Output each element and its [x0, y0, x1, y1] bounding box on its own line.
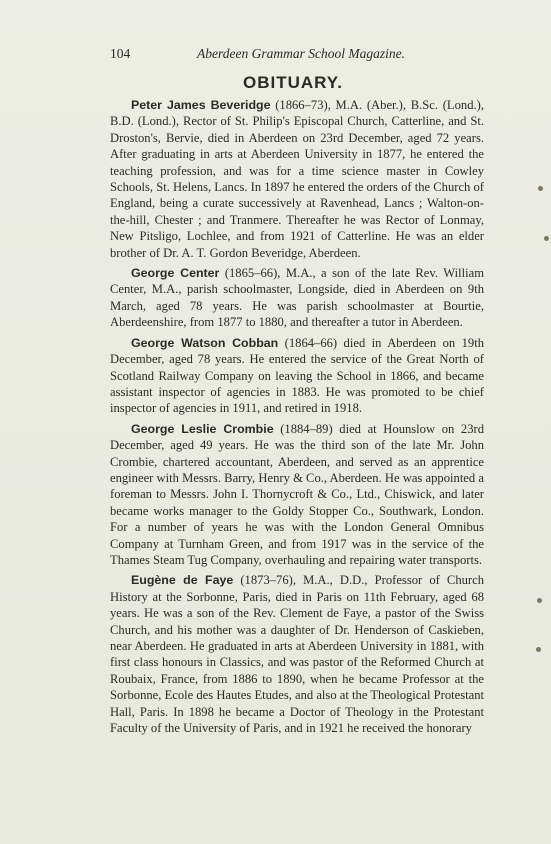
obituary-entry [110, 97, 484, 261]
section-title: OBITUARY. [243, 73, 343, 92]
magazine-title: Aberdeen Grammar School Magazine. [197, 46, 405, 61]
margin-speck [538, 186, 543, 191]
entry-text: (1864–66) died in Aberdeen on 19th December, aged 78 years. He entered the service of the Great North of Scotland Railway Company on leaving the School in 1866, and became assistant inspector of agencies in 1883. He was promoted to be chief inspector of agencies in 1911, and retired in 1918. [110, 335, 484, 416]
entry-name: Peter James Beveridge [131, 98, 271, 112]
entry-text: (1866–73), M.A. (Aber.), B.Sc. (Lond.), B.D. (Lond.), Rector of St. Philip's Episcopal Church, Catterline, and St. Droston's, Bervie, died in Aberdeen on 23rd December, aged 72 years. After graduating in arts at Aberdeen University in 1877, he entered the teaching profession, and was for a time science master in Cowley Schools, St. Helens, Lancs. In 1897 he entered the orders of the Church of England, being a curate successively at Ravenhead, Lancs ; Walton-on-the-hill, Chester ; and Tranmere. Thereafter he was Rector of Lonmay, New Pitsligo, Lochlee, and from 1921 of Catterline. He was an elder brother of Dr. A. T. Gordon Beveridge, Aberdeen. [110, 98, 484, 260]
obituary-body [110, 97, 484, 740]
entry-text: (1865–66), M.A., a son of the late Rev. William Center, M.A., parish schoolmaster, Longside, died in Aberdeen on 9th March, aged 78 years. He was parish schoolmaster at Bourtie, Aberdeenshire, from 1877 to 1880, and thereafter a tutor in Aberdeen. [110, 266, 484, 330]
margin-speck [537, 598, 542, 603]
obituary-entry [110, 421, 484, 569]
obituary-entry [110, 335, 484, 417]
obituary-entry [110, 572, 484, 736]
entry-name: George Center [131, 266, 220, 281]
page-number: 104 [110, 46, 131, 61]
entry-text: (1884–89) died at Hounslow on 23rd December, aged 49 years. He was the third son of the late Mr. John Crombie, chartered accountant, Aberdeen, and served as an apprentice engineer with Messrs. Barry, Henry & Co., Aberdeen. He was appointed a foreman to Messrs. John I. Thornycroft & Co., Ltd., Chiswick, and later became works manager to the Goldy Stopper Co., Southwark, London. For a number of years he was with the London General Omnibus Company at Turnham Green, and from 1917 was in the service of the Thames Steam Tug Company, overhauling and repairing water transports. [110, 421, 484, 567]
margin-speck [536, 647, 541, 652]
entry-name: George Watson Cobban [131, 335, 279, 350]
margin-speck [544, 236, 549, 241]
entry-name: George Leslie Crombie [131, 421, 274, 436]
running-header [110, 46, 405, 62]
obituary-entry [110, 265, 484, 331]
entry-text: (1873–76), M.A., D.D., Professor of Church History at the Sorbonne, Paris, died in Paris on 11th February, aged 68 years. He was a son of the Rev. Clement de Faye, a pastor of the Swiss Church, and his mother was a daughter of Dr. Henderson of Caskieben, near Aberdeen. He graduated in arts at Aberdeen University in 1881, with first class honours in Classics, and was pastor of the Reformed Church at Roubaix, France, from 1886 to 1890, when he became Professor at the Sorbonne, Ecole des Hautes Etudes, and also at the Theological Protestant Hall, Paris. In 1898 he became a Doctor of Theology in the Protestant Faculty of the University of Paris, and in 1921 he received the honorary [110, 573, 484, 736]
entry-name: Eugène de Faye [131, 573, 234, 588]
